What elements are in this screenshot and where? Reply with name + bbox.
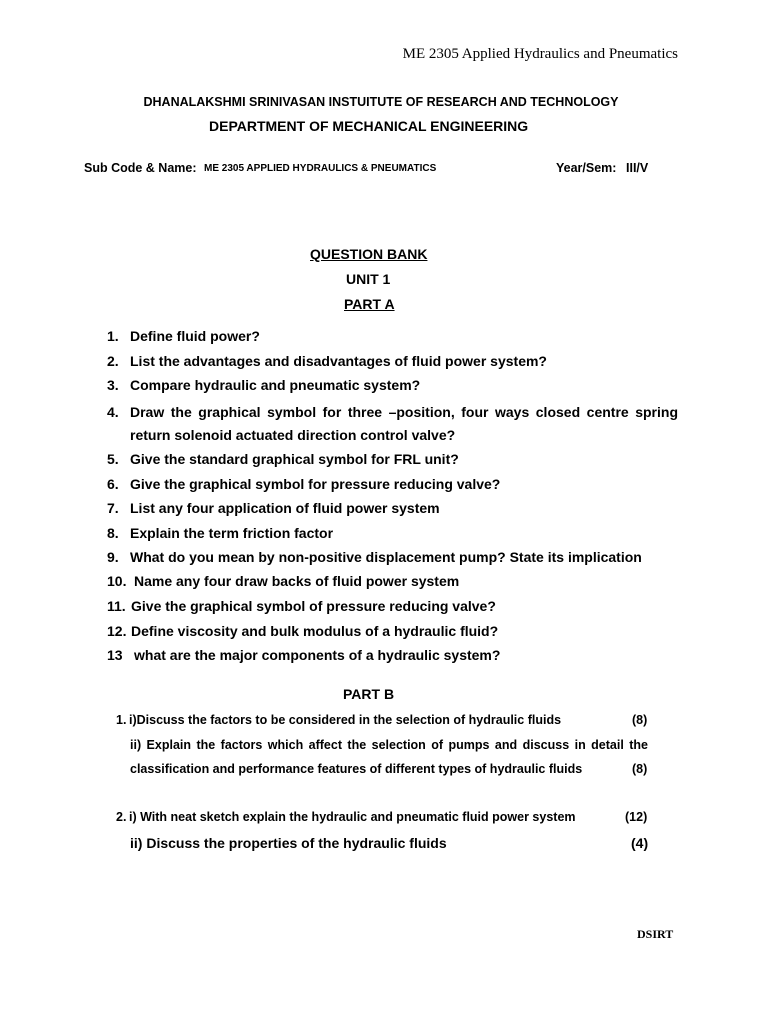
department-name: DEPARTMENT OF MECHANICAL ENGINEERING [209,118,529,134]
question-marks: (4) [631,835,649,851]
subject-label: Sub Code & Name: [84,161,197,175]
part-a-title: PART A [344,296,395,312]
question-number: 2. [116,810,127,824]
question-number: 5. [107,451,119,467]
question-bank-title: QUESTION BANK [310,246,428,262]
subject-value: ME 2305 APPLIED HYDRAULICS & PNEUMATICS [204,163,437,174]
question-text: List any four application of fluid power system [130,500,440,516]
question-number: 7. [107,500,119,516]
question-text: i)Discuss the factors to be considered in the selection of hydraulic fluids [129,713,562,727]
question-number: 4. [107,404,119,420]
question-text: List the advantages and disadvantages of fluid power system? [130,353,547,369]
question-number: 9. [107,549,119,565]
question-number: 3. [107,377,119,393]
part-b-title: PART B [343,686,395,702]
question-text: Explain the term friction factor [130,525,334,541]
question-text: ii) Explain the factors which affect the selection of pumps and discuss in detail the [130,738,648,752]
question-text: What do you mean by non-positive displacement pump? State its implication [130,549,642,565]
question-number: 8. [107,525,119,541]
year-value: III/V [626,161,649,175]
year-label: Year/Sem: [556,161,617,175]
question-text: Define fluid power? [130,328,260,344]
question-number: 2. [107,353,119,369]
question-marks: (8) [632,713,648,727]
question-text: Name any four draw backs of fluid power system [134,573,460,589]
question-text: ii) Discuss the properties of the hydraulic fluids [130,835,447,851]
question-marks: (12) [625,810,648,824]
question-number: 10. [107,573,127,589]
question-text: Give the graphical symbol of pressure reducing valve? [131,598,496,614]
footer-mark: DSIRT [637,927,674,941]
question-marks: (8) [632,762,648,776]
unit-title: UNIT 1 [346,271,391,287]
question-number: 13 [107,647,123,663]
question-text: Draw the graphical symbol for three –position, four ways closed centre spring [130,404,678,420]
question-text: what are the major components of a hydraulic system? [134,647,501,663]
question-text: Give the graphical symbol for pressure reducing valve? [130,476,501,492]
question-text: i) With neat sketch explain the hydraulic and pneumatic fluid power system [129,810,576,824]
question-number: 6. [107,476,119,492]
question-text-continued: return solenoid actuated direction control valve? [130,427,456,443]
question-text: Define viscosity and bulk modulus of a hydraulic fluid? [131,623,499,639]
question-text: Compare hydraulic and pneumatic system? [130,377,421,393]
question-text: Give the standard graphical symbol for FRL unit? [130,451,459,467]
question-text-continued: classification and performance features of different types of hydraulic fluids [130,762,583,776]
question-number: 1. [107,328,119,344]
question-number: 12. [107,623,127,639]
running-title: ME 2305 Applied Hydraulics and Pneumatics [402,46,678,62]
question-number: 1. [116,713,127,727]
institution-name: DHANALAKSHMI SRINIVASAN INSTUITUTE OF RESEARCH AND TECHNOLOGY [143,95,619,109]
question-number: 11. [107,598,126,614]
